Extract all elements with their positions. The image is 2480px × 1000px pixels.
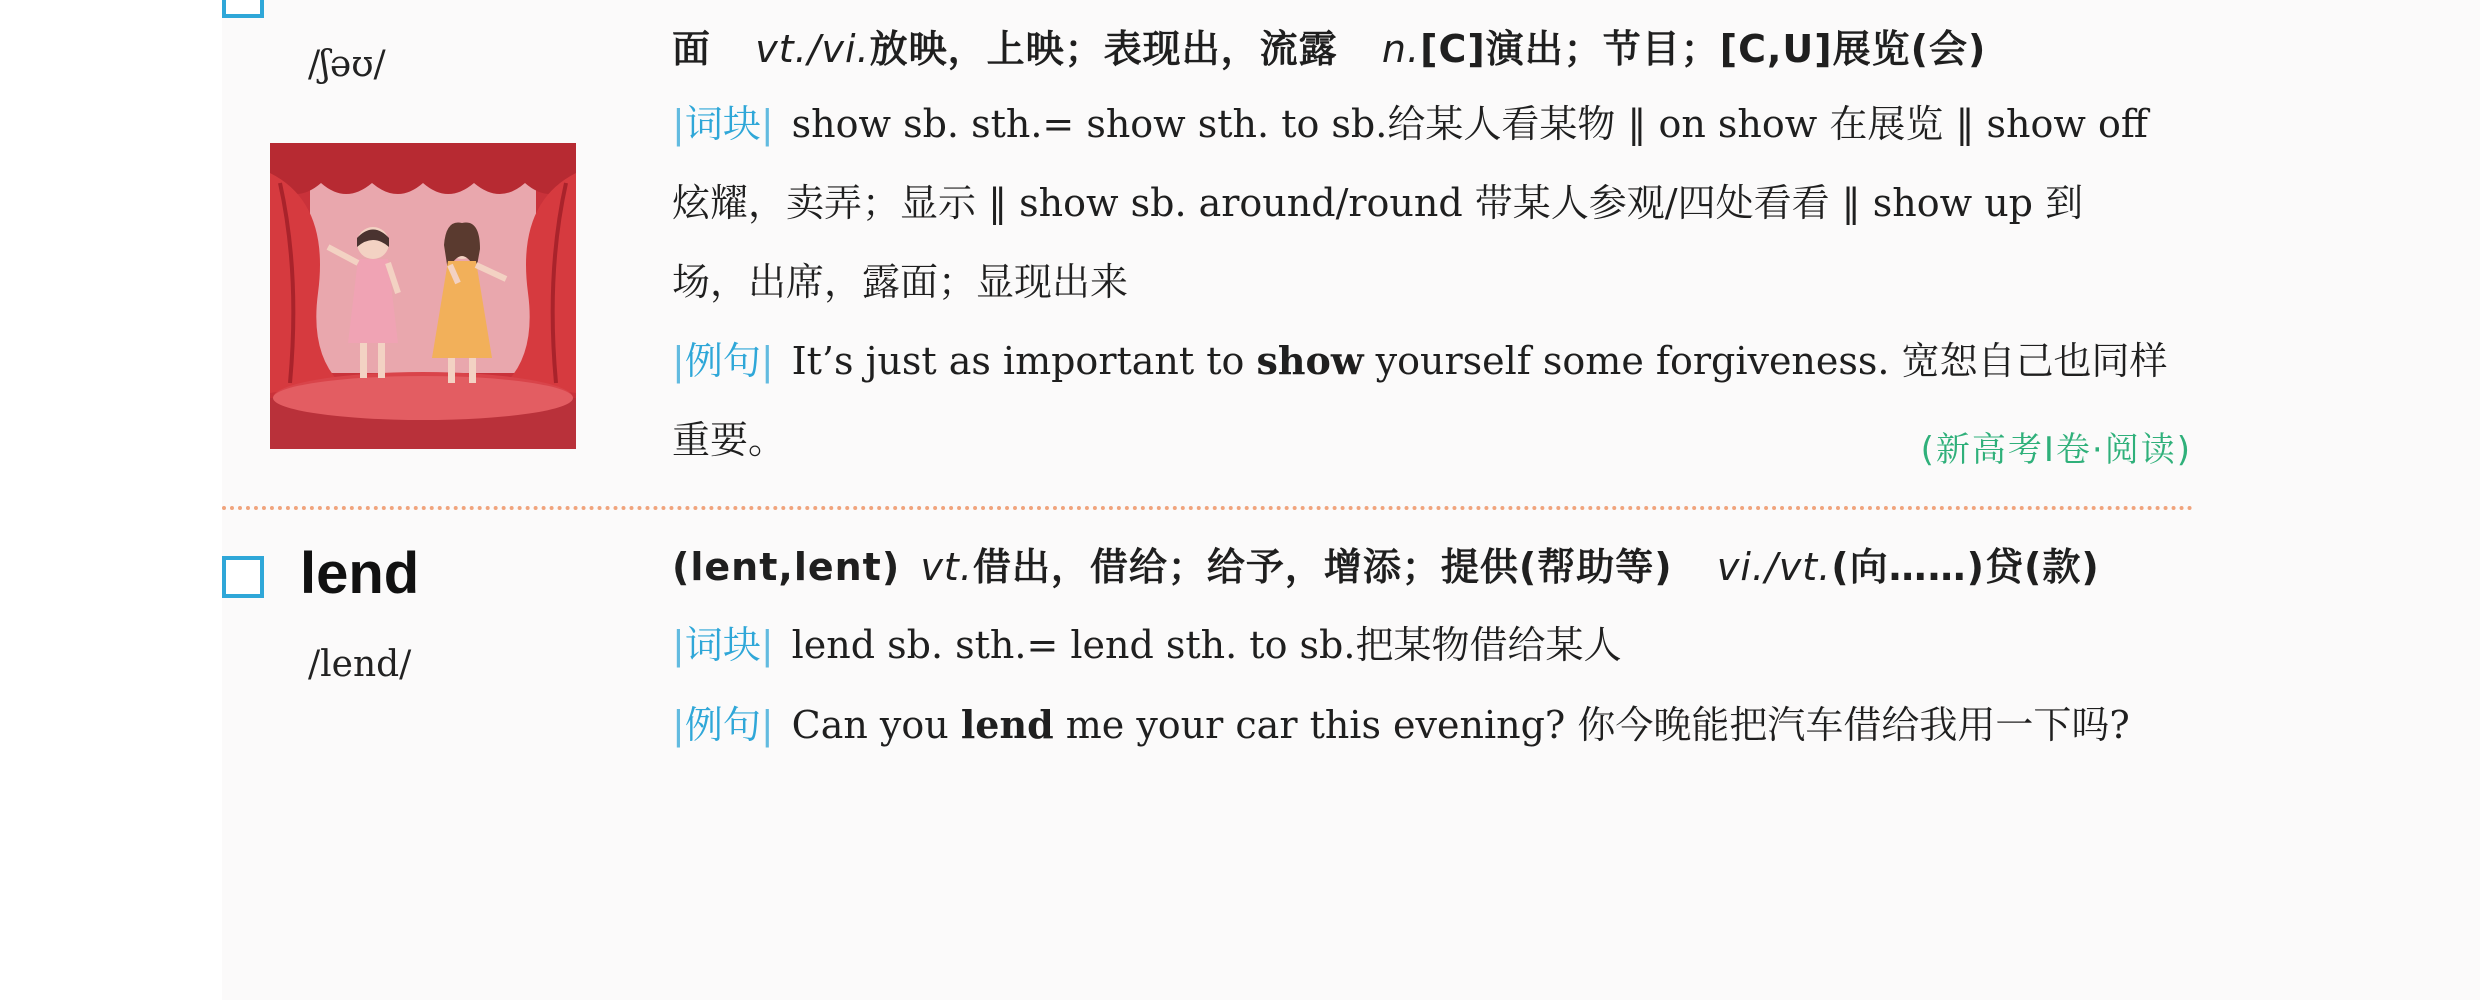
example-line-show-1: |例句| It’s just as important to show yourself some forgiveness. 宽恕自己也同样 <box>672 338 2168 383</box>
example-line-lend: |例句| Can you lend me your car this evening? 你今晚能把汽车借给我用一下吗? <box>672 702 2130 747</box>
entry-checkbox-show[interactable] <box>222 0 264 18</box>
ciku-line-show-2: 炫耀，卖弄；显示 ‖ show sb. around/round 带某人参观/四处看看 ‖ show up 到 <box>672 181 2084 225</box>
ciku-line-show-3: 场，出席，露面；显现出来 <box>672 260 1129 304</box>
liju-tag: |例句| <box>672 703 774 747</box>
liju-tag: |例句| <box>672 339 774 383</box>
example-line-show-2: 重要。 <box>672 418 787 462</box>
ciku-line-lend: |词块| lend sb. sth.= lend sth. to sb.把某物借给某人 <box>672 623 1622 667</box>
phonetic-show: /ʃəʊ/ <box>308 44 386 85</box>
entry-checkbox-lend[interactable] <box>222 556 264 598</box>
definition-line-lend: (lent,lent) vt.借出，借给；给予，增添；提供(帮助等) vi./vt.(向……)贷(款) <box>672 545 2100 589</box>
stage-illustration <box>270 143 576 449</box>
ciku-line-show-1: |词块| show sb. sth.= show sth. to sb.给某人看某物 ‖ on show 在展览 ‖ show off <box>672 102 2148 146</box>
ciku-tag: |词块| <box>672 623 774 667</box>
ciku-tag: |词块| <box>672 102 774 146</box>
phonetic-lend: /lend/ <box>308 644 412 685</box>
entry-divider <box>222 506 2194 510</box>
example-source: (新高考Ⅰ卷·阅读) <box>1920 430 2192 470</box>
headword-lend: lend <box>300 541 420 606</box>
definition-line-show: 面 vt./vi.放映，上映；表现出，流露 n.[C]演出；节目；[C,U]展览(会) <box>672 27 1987 71</box>
